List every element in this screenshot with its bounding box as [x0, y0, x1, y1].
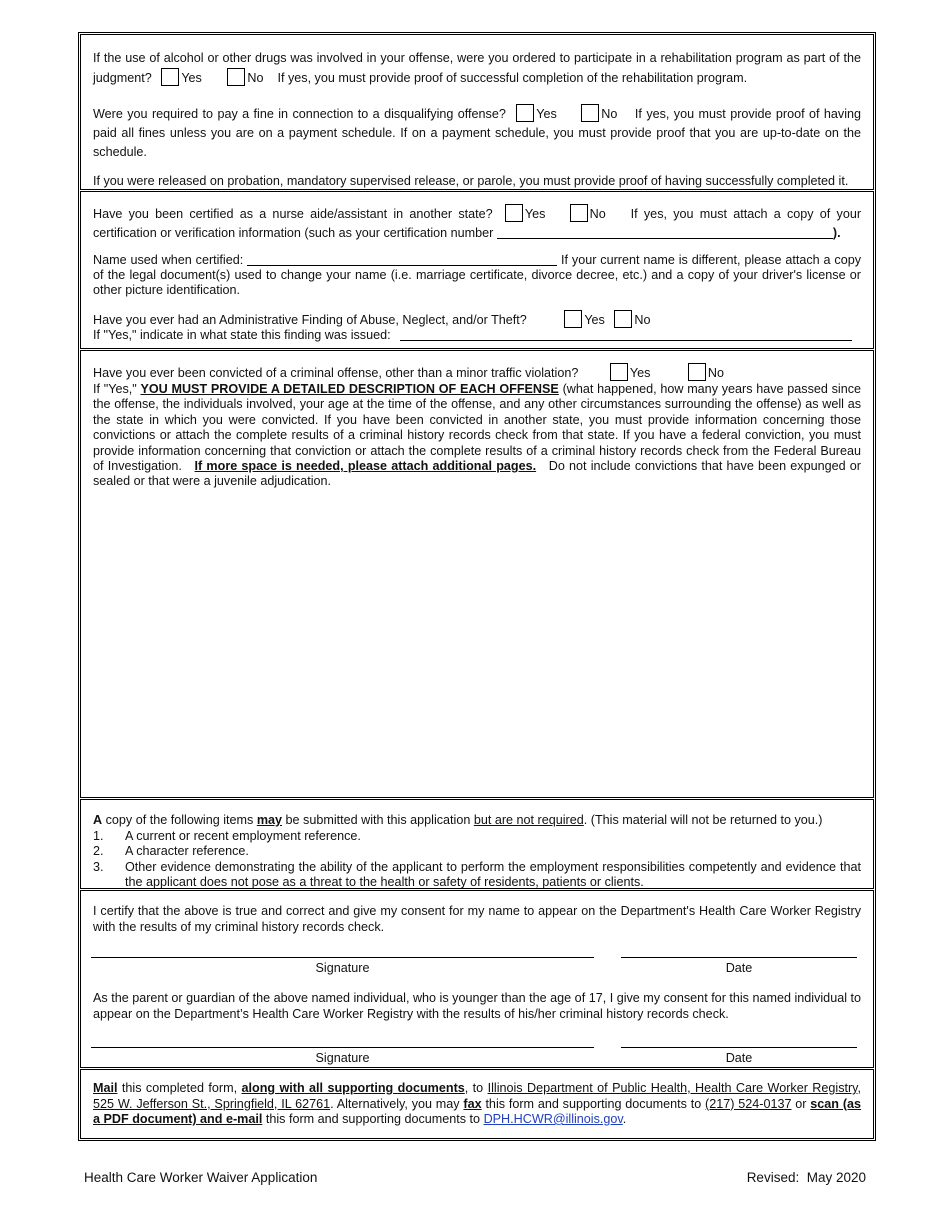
rehab-no-checkbox[interactable] [227, 68, 245, 86]
more-space-text: If more space is needed, please attach additional pages. [194, 459, 537, 474]
conviction-description-area[interactable] [93, 490, 861, 790]
name-used-block [93, 253, 861, 298]
rehab-yes-checkbox[interactable] [161, 68, 179, 86]
mailing-address: Illinois Department of Public Health, Health Care Worker Registry, 525 W. Jefferson St., Springfield, IL 62761 [93, 1081, 862, 1111]
intro-not-required: but are not required [473, 813, 584, 827]
criminal-offense-section [80, 350, 874, 798]
certify-text: I certify that the above is true and correct and give my consent for my name to appear on the Department's Health Care Worker Registry with the results of my criminal history records check. [93, 904, 861, 934]
rehab-followup: If yes, you must provide proof of successful completion of the rehabilitation program. [277, 71, 748, 85]
name-used-followup: If your current name is different, please attach a copy of the legal document(s) used to change your name (i.e. marriage certificate, divorce decree, etc.) and a copy of your driver's license or other picture identification. [93, 253, 862, 297]
optional-items-intro [93, 813, 861, 829]
fine-no-checkbox[interactable] [581, 104, 599, 122]
email-link[interactable]: DPH.HCWR@illinois.gov [483, 1112, 623, 1126]
name-used-label: Name used when certified: [93, 253, 244, 267]
must-provide-text: YOU MUST PROVIDE A DETAILED DESCRIPTION OF EACH OFFENSE [140, 382, 559, 396]
name-used-field[interactable] [247, 253, 557, 266]
if-yes-label: If "Yes," [93, 382, 137, 396]
intro-end: . (This material will not be returned to you.) [583, 813, 823, 827]
rehab-yes-label: Yes [181, 71, 202, 85]
signature-line[interactable] [91, 957, 594, 958]
conviction-yes-label: Yes [629, 366, 651, 380]
abuse-no-label: No [634, 313, 651, 327]
guardian-text: As the parent or guardian of the above named individual, who is younger than the age of 17, I give my consent for this named individual to appear on the Department’s Health Care Worker Registry with the results of his/her criminal history records check. [93, 991, 861, 1021]
mail-word: Mail [93, 1081, 118, 1095]
guardian-signature-line[interactable] [91, 1047, 594, 1048]
rehab-no-label: No [247, 71, 264, 85]
abuse-no-checkbox[interactable] [614, 310, 632, 328]
conviction-yes-checkbox[interactable] [610, 363, 628, 381]
footer-title: Health Care Worker Waiver Application [84, 1170, 318, 1185]
date-line[interactable] [621, 957, 857, 958]
certified-yes-checkbox[interactable] [505, 204, 523, 222]
abuse-state-field[interactable] [400, 328, 852, 341]
rehab-question [93, 49, 861, 88]
fine-followup: If yes, you must provide proof of having paid all fines unless you are on a payment schedule. If on a payment schedule, you must provide proof that you are up-to-date on the schedule. [93, 107, 862, 159]
abuse-question-text: Have you ever had an Administrative Finding of Abuse, Neglect, and/or Theft? [93, 313, 527, 327]
abuse-yes-checkbox[interactable] [564, 310, 582, 328]
conviction-question-text: Have you ever been convicted of a criminal offense, other than a minor traffic violation? [93, 366, 579, 380]
guardian-signature-label: Signature [315, 1051, 370, 1065]
abuse-yes-label: Yes [584, 313, 605, 327]
mailing-section [80, 1069, 874, 1139]
list-item: 3. Other evidence demonstrating the ability of the applicant to perform the employment responsibilities competently and evidence that the applicant does not pose as a threat to the health or safety of residents, patients or clients. [93, 859, 861, 889]
guardian-date-line[interactable] [621, 1047, 857, 1048]
conviction-no-label: No [707, 366, 725, 380]
fax-word: fax [463, 1096, 482, 1111]
abuse-state-label: If "Yes," indicate in what state this finding was issued: [93, 328, 391, 342]
signature-label: Signature [315, 961, 370, 975]
certified-close: ). [832, 226, 841, 240]
fine-question-text: Were you required to pay a fine in connection to a disqualifying offense? [93, 107, 506, 121]
intro-copy: copy of the following items [105, 813, 254, 827]
optional-items-section [80, 799, 874, 889]
certified-followup: If yes, you must attach a copy of your certification or verification information (such as your certification number [93, 207, 862, 240]
certification-section [80, 191, 874, 349]
conviction-question [93, 363, 861, 382]
conviction-desc1: (what happened, how many years have passed since the offense, the individuals involved, your age at the time of the offense, and any other circumstances surrounding the offense) as well as the state in which you were convicted. If you have been convicted in another state, you must provide information concerning those convictions or attach the complete results of a criminal history records check from that state. If you have a federal conviction, you must provide information concerning that conviction or attach the complete results of a criminal history records check from the Federal Bureau of Investigation. [93, 382, 862, 474]
rehab-question-text: If the use of alcohol or other drugs was involved in your offense, were you ordered to participate in a rehabilitation program as part of the judgment? [93, 51, 861, 85]
intro-may: may [256, 813, 283, 827]
abuse-state-row [93, 328, 861, 343]
guardian-date-label: Date [725, 1051, 753, 1065]
conviction-desc2: Do not include convictions that have been expunged or sealed or that were a juvenile adjudication. [93, 459, 861, 489]
along-with-text: along with all supporting documents [241, 1081, 465, 1095]
list-item: 2. A character reference. [93, 844, 249, 858]
footer-revised: Revised: May 2020 [746, 1170, 866, 1185]
certified-no-label: No [589, 207, 606, 221]
optional-items-list [93, 829, 861, 891]
certified-no-checkbox[interactable] [570, 204, 588, 222]
certified-yes-label: Yes [524, 207, 546, 221]
rehab-fines-section [80, 34, 874, 190]
fax-number: (217) 524-0137 [705, 1096, 792, 1111]
abuse-question [93, 310, 861, 328]
conviction-instructions [93, 382, 861, 490]
probation-text: If you were released on probation, mandatory supervised release, or parole, you must provide proof of having successfully completed it. [93, 174, 849, 188]
fine-question [93, 104, 861, 162]
consent-section [80, 890, 874, 1068]
form-frame [78, 32, 876, 1141]
intro-mid: be submitted with this application [285, 813, 471, 827]
certified-question [93, 204, 861, 243]
fine-yes-label: Yes [536, 107, 557, 121]
scan-email-text: scan (as a PDF document) and e-mail [93, 1096, 862, 1126]
date-label: Date [725, 961, 753, 975]
certification-number-field[interactable] [497, 226, 833, 239]
conviction-no-checkbox[interactable] [688, 363, 706, 381]
fine-no-label: No [601, 107, 618, 121]
intro-a: A [93, 813, 103, 827]
list-item: 1. A current or recent employment reference. [93, 828, 361, 843]
mailing-instructions: Mail this completed form, along with all supporting documents, to Illinois Department of Public Health, Health Care Worker Registry, 525 W. Jefferson St., Springfield, IL 62761. Alternatively, you may fax this form and supporting documents to (217) 524-0137 or scan (as a PDF document) and e-mail this form and supporting documents to DPH.HCWR@illinois.gov. [93, 1081, 862, 1126]
fine-yes-checkbox[interactable] [516, 104, 534, 122]
certified-question-text: Have you been certified as a nurse aide/assistant in another state? [93, 207, 493, 221]
